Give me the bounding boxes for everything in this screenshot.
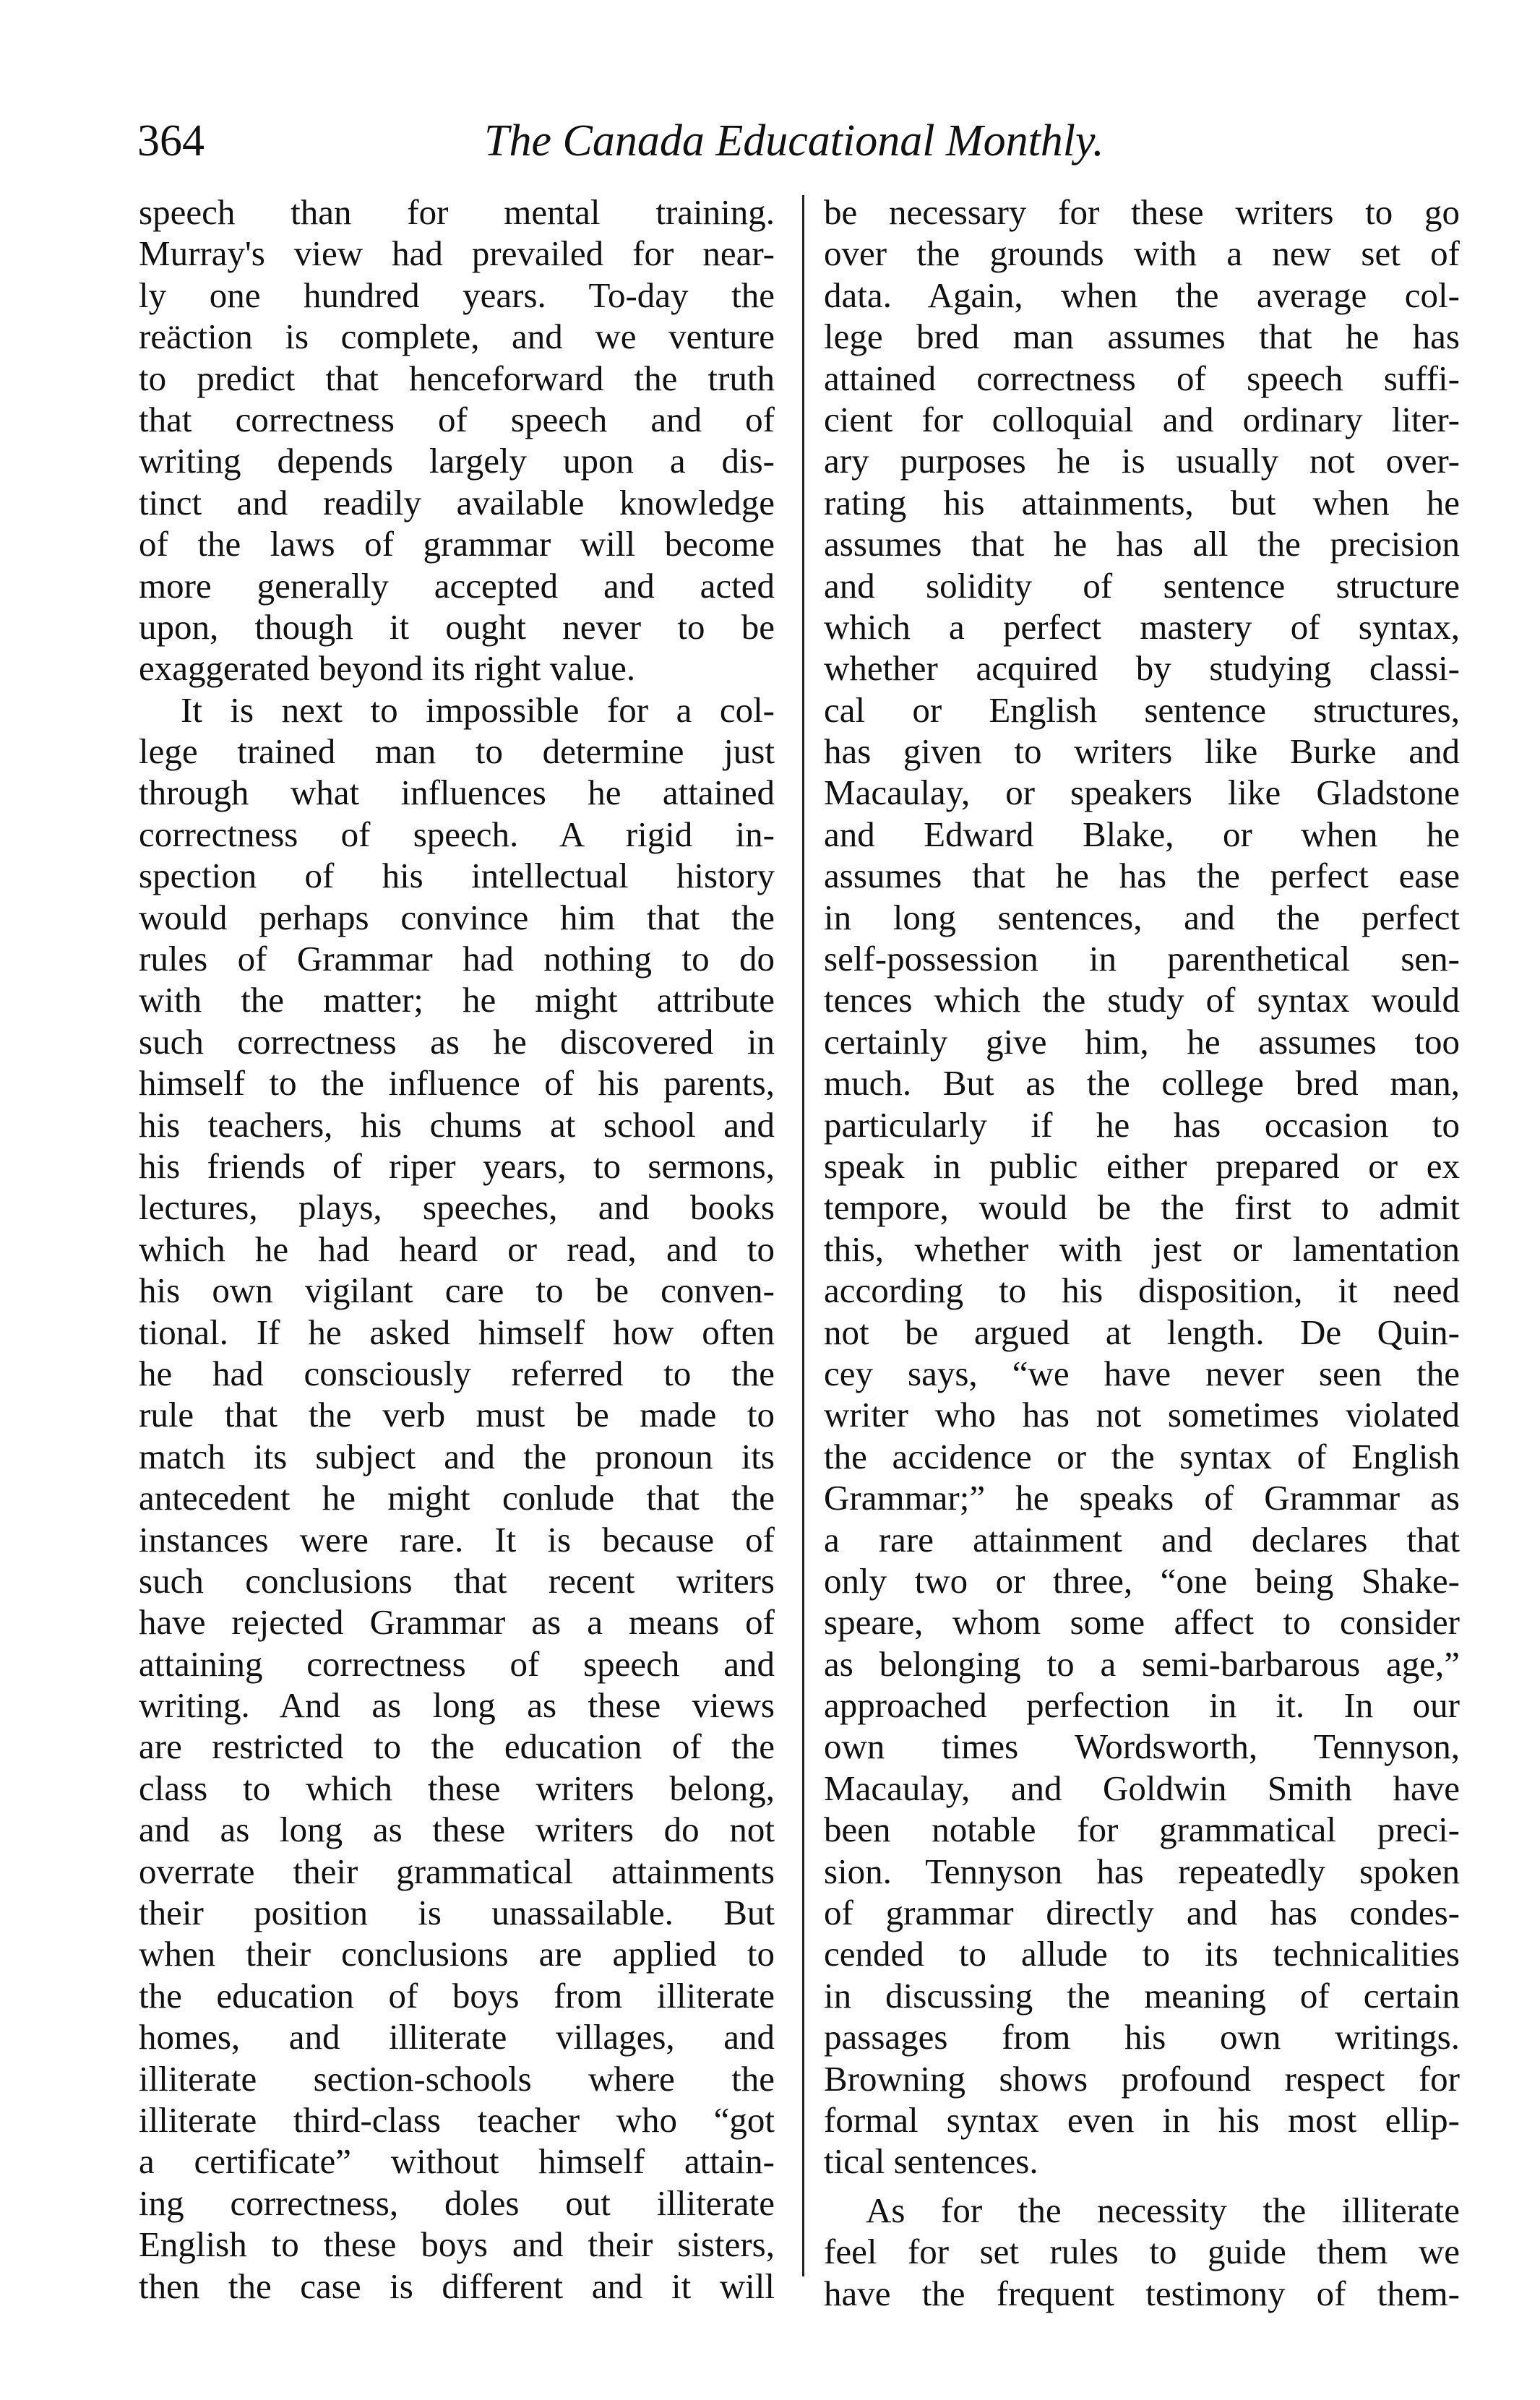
text-line: passages from his own writings. bbox=[824, 2017, 1460, 2057]
text-line: this, whether with jest or lamentation bbox=[824, 1229, 1460, 1269]
text-line: writing. And as long as these views bbox=[139, 1685, 775, 1726]
text-line: certainly give him, he assumes too bbox=[824, 1021, 1460, 1062]
text-line: more generally accepted and acted bbox=[139, 565, 775, 606]
text-line: writing depends largely upon a dis- bbox=[139, 441, 775, 481]
text-line: been notable for grammatical preci- bbox=[824, 1810, 1460, 1850]
running-title: The Canada Educational Monthly. bbox=[484, 116, 1104, 165]
text-line: and Edward Blake, or when he bbox=[824, 814, 1460, 854]
text-line: attained correctness of speech suffi- bbox=[824, 358, 1460, 398]
text-line: ary purposes he is usually not over- bbox=[824, 441, 1460, 481]
text-line: in discussing the meaning of certain bbox=[824, 1975, 1460, 2016]
text-line: such conclusions that recent writers bbox=[139, 1560, 775, 1601]
text-line: have the frequent testimony of them- bbox=[824, 2273, 1460, 2313]
text-line: such correctness as he discovered in bbox=[139, 1021, 775, 1062]
text-line: correctness of speech. A rigid in- bbox=[139, 814, 775, 854]
text-line: lege trained man to determine just bbox=[139, 731, 775, 772]
text-line: he had consciously referred to the bbox=[139, 1353, 775, 1393]
text-line: cey says, “we have never seen the bbox=[824, 1353, 1460, 1393]
text-line: according to his disposition, it need bbox=[824, 1270, 1460, 1311]
text-line: Murray's view had prevailed for near- bbox=[139, 233, 775, 274]
text-line: upon, though it ought never to be bbox=[139, 606, 775, 647]
text-line: over the grounds with a new set of bbox=[824, 233, 1460, 274]
text-line: tinct and readily available knowledge bbox=[139, 482, 775, 522]
text-line: have rejected Grammar as a means of bbox=[139, 1602, 775, 1643]
text-line: and as long as these writers do not bbox=[139, 1810, 775, 1850]
column-divider bbox=[802, 195, 804, 2276]
text-line: lectures, plays, speeches, and books bbox=[139, 1187, 775, 1228]
text-line: a rare attainment and declares that bbox=[824, 1519, 1460, 1560]
text-line: much. But as the college bred man, bbox=[824, 1063, 1460, 1104]
text-line: instances were rare. It is because of bbox=[139, 1519, 775, 1560]
text-line: are restricted to the education of the bbox=[139, 1726, 775, 1767]
text-line: a certificate” without himself attain- bbox=[139, 2141, 775, 2182]
text-line: sion. Tennyson has repeatedly spoken bbox=[824, 1851, 1460, 1891]
text-line: writer who has not sometimes violated bbox=[824, 1395, 1460, 1435]
text-line: particularly if he has occasion to bbox=[824, 1104, 1460, 1145]
text-line: tional. If he asked himself how often bbox=[139, 1312, 775, 1352]
text-line: assumes that he has all the precision bbox=[824, 524, 1460, 564]
text-line: illiterate section-schools where the bbox=[139, 2058, 775, 2099]
text-line: own times Wordsworth, Tennyson, bbox=[824, 1726, 1460, 1767]
text-line: cal or English sentence structures, bbox=[824, 689, 1460, 730]
text-line: of grammar directly and has condes- bbox=[824, 1893, 1460, 1933]
text-line: speare, whom some affect to consider bbox=[824, 1602, 1460, 1643]
text-line: English to these boys and their sisters, bbox=[139, 2224, 775, 2265]
text-line: overrate their grammatical attainments bbox=[139, 1851, 775, 1891]
text-line: approached perfection in it. In our bbox=[824, 1685, 1460, 1726]
text-line: to predict that henceforward the truth bbox=[139, 358, 775, 398]
text-line: tences which the study of syntax would bbox=[824, 980, 1460, 1020]
text-line: which he had heard or read, and to bbox=[139, 1229, 775, 1269]
text-line: assumes that he has the perfect ease bbox=[824, 856, 1460, 896]
text-line: himself to the influence of his parents, bbox=[139, 1063, 775, 1104]
right-column bbox=[824, 192, 1460, 2314]
text-line: rules of Grammar had nothing to do bbox=[139, 939, 775, 979]
text-line: then the case is different and it will bbox=[139, 2266, 775, 2306]
text-line: ing correctness, doles out illiterate bbox=[139, 2182, 775, 2223]
text-line: which a perfect mastery of syntax, bbox=[824, 606, 1460, 647]
text-line: Browning shows profound respect for bbox=[824, 2058, 1460, 2099]
text-line: It is next to impossible for a col- bbox=[181, 689, 775, 730]
text-line: his friends of riper years, to sermons, bbox=[139, 1145, 775, 1186]
text-line: his teachers, his chums at school and bbox=[139, 1104, 775, 1145]
text-line: feel for set rules to guide them we bbox=[824, 2232, 1460, 2272]
text-line: has given to writers like Burke and bbox=[824, 731, 1460, 772]
text-line: be necessary for these writers to go bbox=[824, 192, 1460, 232]
text-line: and solidity of sentence structure bbox=[824, 565, 1460, 606]
text-line: exaggerated beyond its right value. bbox=[139, 648, 636, 689]
text-line: lege bred man assumes that he has bbox=[824, 317, 1460, 357]
text-line: rating his attainments, but when he bbox=[824, 482, 1460, 522]
page-number: 364 bbox=[137, 116, 205, 165]
text-line: formal syntax even in his most ellip- bbox=[824, 2099, 1460, 2140]
text-line: match its subject and the pronoun its bbox=[139, 1436, 775, 1476]
text-line: with the matter; he might attribute bbox=[139, 980, 775, 1020]
text-line: cended to allude to its technicalities bbox=[824, 1934, 1460, 1974]
text-line: cient for colloquial and ordinary liter- bbox=[824, 399, 1460, 439]
text-line: Macaulay, and Goldwin Smith have bbox=[824, 1768, 1460, 1808]
text-line: spection of his intellectual history bbox=[139, 856, 775, 896]
text-line: tical sentences. bbox=[824, 2141, 1038, 2182]
text-line: class to which these writers belong, bbox=[139, 1768, 775, 1808]
text-line: through what influences he attained bbox=[139, 773, 775, 813]
text-line: whether acquired by studying classi- bbox=[824, 648, 1460, 689]
text-line: antecedent he might conlude that the bbox=[139, 1478, 775, 1518]
text-line: that correctness of speech and of bbox=[139, 399, 775, 439]
text-line: of the laws of grammar will become bbox=[139, 524, 775, 564]
text-line: tempore, would be the first to admit bbox=[824, 1187, 1460, 1228]
text-line: only two or three, “one being Shake- bbox=[824, 1560, 1460, 1601]
text-line: As for the necessity the illiterate bbox=[866, 2190, 1460, 2230]
text-line: speak in public either prepared or ex bbox=[824, 1145, 1460, 1186]
text-line: not be argued at length. De Quin- bbox=[824, 1312, 1460, 1352]
text-line: Grammar;” he speaks of Grammar as bbox=[824, 1478, 1460, 1518]
text-line: the education of boys from illiterate bbox=[139, 1975, 775, 2016]
text-line: as belonging to a semi-barbarous age,” bbox=[824, 1643, 1460, 1684]
text-line: self-possession in parenthetical sen- bbox=[824, 939, 1460, 979]
page-header bbox=[137, 101, 1171, 181]
text-line: his own vigilant care to be conven- bbox=[139, 1270, 775, 1311]
text-line: in long sentences, and the perfect bbox=[824, 897, 1460, 937]
text-line: Macaulay, or speakers like Gladstone bbox=[824, 773, 1460, 813]
text-line: rule that the verb must be made to bbox=[139, 1395, 775, 1435]
text-line: attaining correctness of speech and bbox=[139, 1643, 775, 1684]
text-line: when their conclusions are applied to bbox=[139, 1934, 775, 1974]
text-line: reäction is complete, and we venture bbox=[139, 317, 775, 357]
text-line: would perhaps convince him that the bbox=[139, 897, 775, 937]
text-line: their position is unassailable. But bbox=[139, 1893, 775, 1933]
text-line: speech than for mental training. bbox=[139, 192, 775, 232]
text-line: illiterate third-class teacher who “got bbox=[139, 2099, 775, 2140]
text-line: the accidence or the syntax of English bbox=[824, 1436, 1460, 1476]
text-line: data. Again, when the average col- bbox=[824, 275, 1460, 315]
text-line: homes, and illiterate villages, and bbox=[139, 2017, 775, 2057]
left-column bbox=[139, 192, 775, 2307]
text-line: ly one hundred years. To-day the bbox=[139, 275, 775, 315]
